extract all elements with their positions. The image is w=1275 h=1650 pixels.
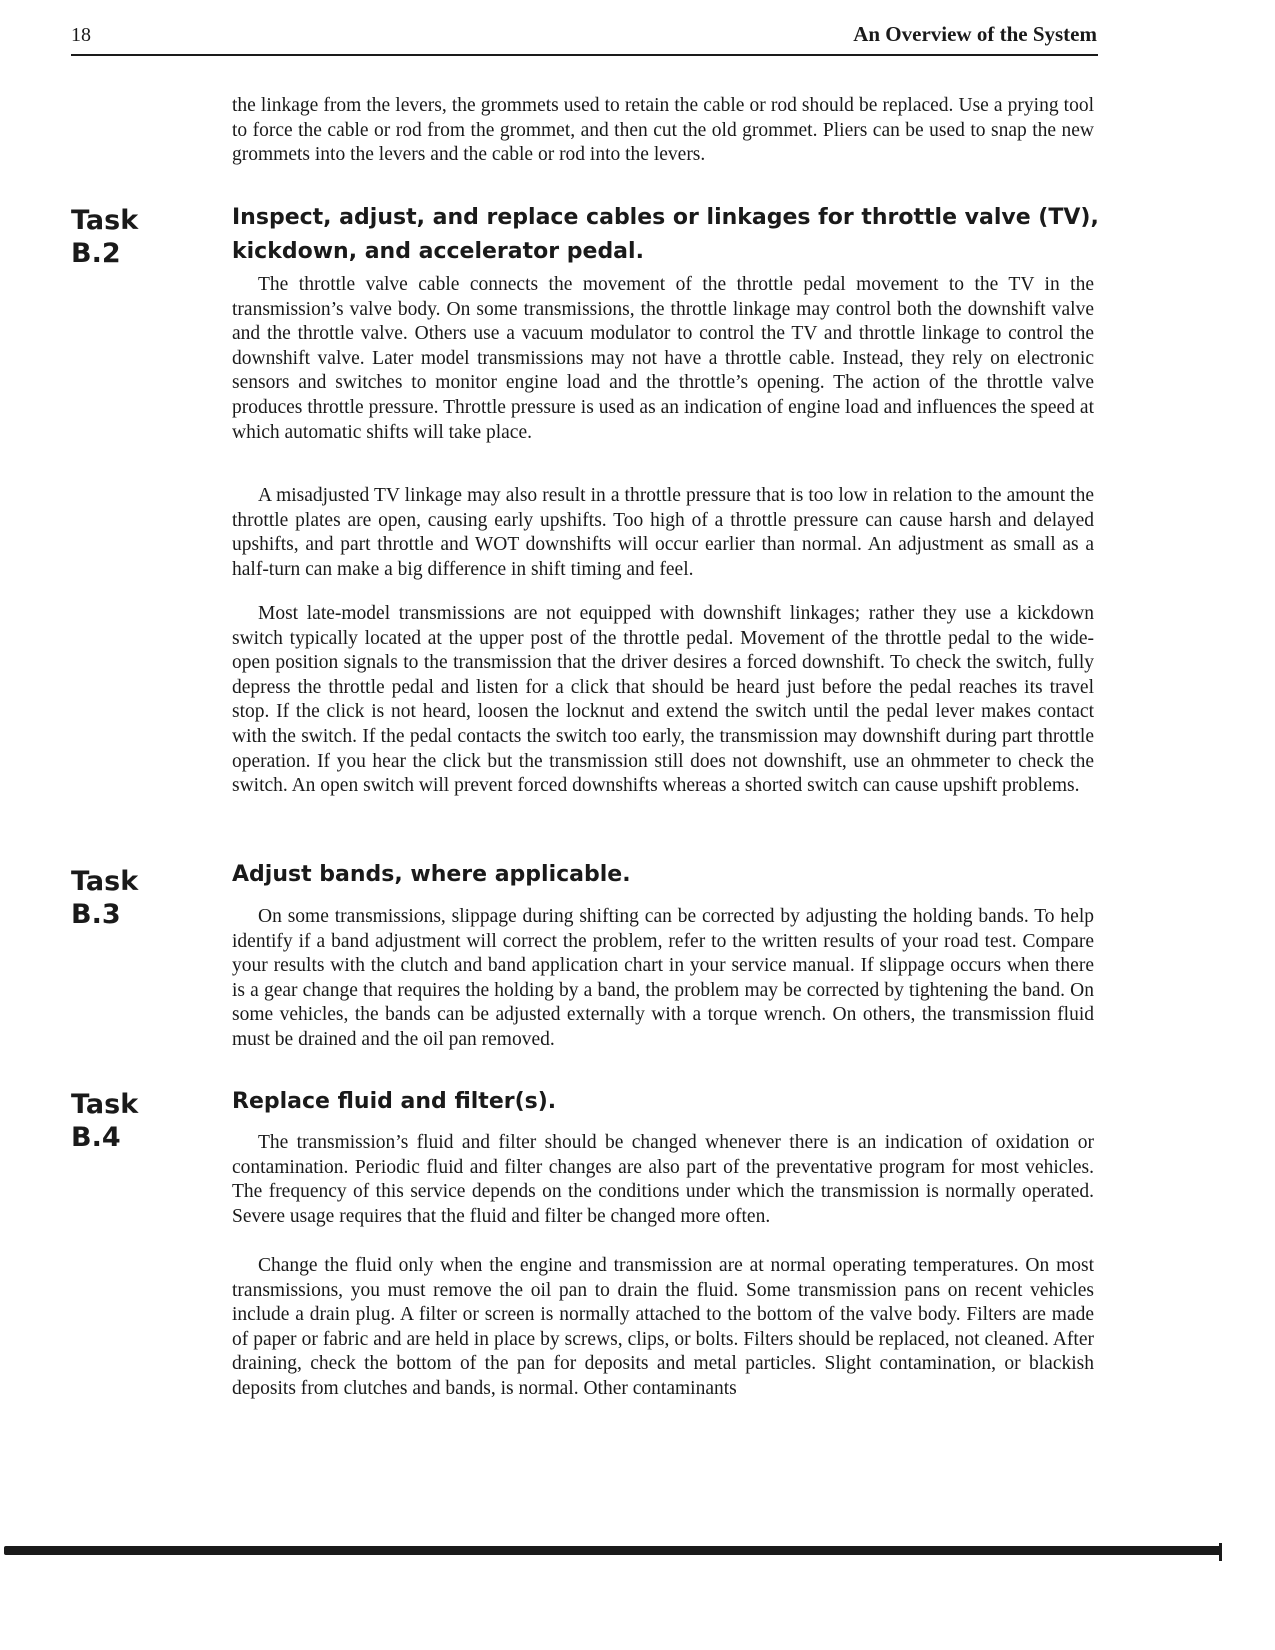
- task-b2-paragraph-3: Most late-model transmissions are not equipped with downshift linkages; rather they use a kickdown switch typically located at the upper post of the throttle pedal. Movement of the throttle pedal to the wide-open position signals to the transmission that the driver desires a forced downshift. To check the switch, fully depress the throttle pedal and listen for a click that should be heard just before the pedal reaches its travel stop. If the click is not heard, loosen the locknut and extend the switch until the pedal lever makes contact with the switch. If the pedal contacts the switch too early, the transmission may downshift during part throttle operation. If you hear the click but the transmission still does not downshift, use an ohmmeter to check the switch. An open switch will prevent forced downshifts whereas a shorted switch can cause upshift problems.: [232, 603, 1094, 797]
- task-label-b3: [71, 865, 138, 931]
- task-b4-paragraph-2: Change the fluid only when the engine and transmission are at normal operating temperatures. On most transmissions, you must remove the oil pan to drain the fluid. Some transmission pans on recent vehicles include a drain plug. A filter or screen is normally attached to the bottom of the valve body. Filters are made of paper or fabric and are held in place by screws, clips, or bolts. Filters should be replaced, not cleaned. After draining, check the bottom of the pan for deposits and metal particles. Slight contamination, or blackish deposits from clutches and bands, is normal. Other contaminants: [232, 1255, 1094, 1399]
- task-b3-paragraph-1: On some transmissions, slippage during shifting can be corrected by adjusting the holding bands. To help identify if a band adjustment will correct the problem, refer to the written results of your road test. Compare your results with the clutch and band application chart in your service manual. If slippage occurs when there is a gear change that requires the holding by a band, the problem may be corrected by tightening the band. On some vehicles, the bands can be adjusted externally with a torque wrench. On others, the transmission fluid must be drained and the oil pan removed.: [232, 906, 1094, 1050]
- task-label-code: B.3: [71, 899, 121, 930]
- task-label-code: B.2: [71, 238, 121, 269]
- task-label-code: B.4: [71, 1122, 121, 1153]
- task-label-word: Task: [71, 1089, 139, 1120]
- task-label-word: Task: [71, 866, 139, 897]
- task-label-b4: [71, 1088, 138, 1154]
- footer-rule-tick: [1219, 1543, 1222, 1561]
- header-rule: [71, 54, 1098, 56]
- footer-rule: [4, 1546, 1222, 1555]
- task-label-word: Task: [71, 205, 139, 236]
- task-heading-b2: Inspect, adjust, and replace cables or linkages for throttle valve (TV), kickdown, and accelerator pedal.: [232, 205, 1099, 264]
- intro-paragraph: the linkage from the levers, the grommets used to retain the cable or rod should be replaced. Use a prying tool to force the cable or rod from the grommet, and then cut the old grommet. Pliers can be used to snap the new grommets into the levers and the cable or rod into the levers.: [232, 95, 1094, 166]
- task-b2-paragraph-2: A misadjusted TV linkage may also result in a throttle pressure that is too low in relation to the amount the throttle plates are open, causing early upshifts. Too high of a throttle pressure can cause harsh and delayed upshifts, and part throttle and WOT downshifts will occur earlier than normal. An adjustment as small as a half-turn can make a big difference in shift timing and feel.: [232, 485, 1094, 580]
- task-heading-b3: Adjust bands, where applicable.: [232, 862, 631, 887]
- running-title: An Overview of the System: [853, 22, 1097, 46]
- page-number: 18: [71, 24, 91, 46]
- task-label-b2: [71, 204, 138, 270]
- task-b2-paragraph-1: The throttle valve cable connects the movement of the throttle pedal movement to the TV in the transmission’s valve body. On some transmissions, the throttle linkage may control both the downshift valve and the throttle valve. Others use a vacuum modulator to control the TV and throttle linkage to control the downshift valve. Later model transmissions may not have a throttle cable. Instead, they rely on electronic sensors and switches to monitor engine load and the throttle’s opening. The action of the throttle valve produces throttle pressure. Throttle pressure is used as an indication of engine load and influences the speed at which automatic shifts will take place.: [232, 274, 1094, 443]
- task-b4-paragraph-1: The transmission’s fluid and filter should be changed whenever there is an indication of oxidation or contamination. Periodic fluid and filter changes are also part of the preventative program for most vehicles. The frequency of this service depends on the conditions under which the transmission is normally operated. Severe usage requires that the fluid and filter be changed more often.: [232, 1132, 1094, 1227]
- task-heading-b4: Replace fluid and filter(s).: [232, 1089, 557, 1114]
